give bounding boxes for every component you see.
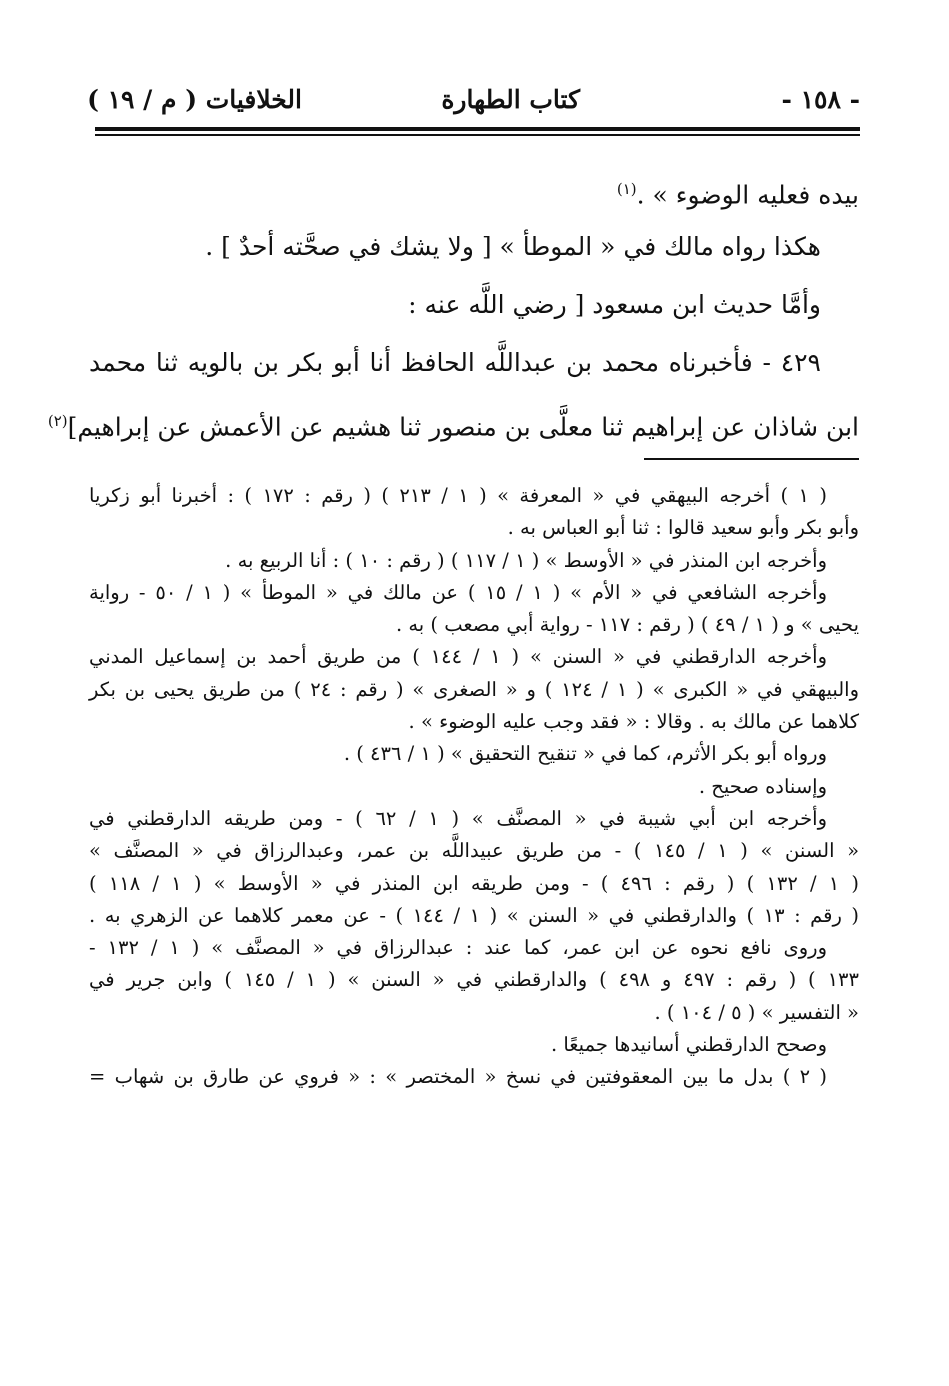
footnote-line-text: وأخرجه ابن المنذر في « الأوسط » ( ١ / ١١٧ ) ( رقم : ١٠ ) : أنا الربيع به . bbox=[225, 548, 827, 572]
book-title: كتاب الطهارة bbox=[441, 85, 580, 114]
footnote-reference[interactable]: (٢) bbox=[47, 412, 68, 430]
main-text-line-text: ابن شاذان عن إبراهيم ثنا معلَّى بن منصور ثنا هشيم عن الأعمش عن إبراهيم] bbox=[67, 412, 859, 442]
footnote-line bbox=[89, 1061, 859, 1093]
footnote-line bbox=[89, 609, 859, 641]
footnote-line-text: وأبو بكر وأبو سعيد قالوا : ثنا أبو العباس به . bbox=[507, 516, 859, 540]
page-number: - ١٥٨ - bbox=[781, 85, 860, 114]
main-text-line-text: هكذا رواه مالك في « الموطأ » [ ولا يشك في صحَّته أحدٌ ] . bbox=[205, 232, 821, 261]
footnote-line-text: ( رقم : ١٣ ) والدارقطني في « السنن » ( ١ / ١٤٤ ) - عن معمر كلاهما عن الزهري به . bbox=[89, 903, 859, 927]
footnote-line-text: « التفسير » ( ٥ / ١٠٤ ) . bbox=[654, 1000, 859, 1024]
footnote-line bbox=[89, 641, 859, 673]
footnote-line-text: وإسناده صحيح . bbox=[698, 774, 827, 798]
section-label: الخلافيات ( م / ١٩ ) bbox=[87, 85, 302, 114]
footnote-line bbox=[89, 900, 859, 932]
header-rule-thin bbox=[95, 134, 860, 136]
footnote-line-text: يحيى » و ( ١ / ٤٩ ) ( رقم : ١١٧ - رواية أبي مصعب ) به . bbox=[395, 613, 859, 637]
main-text-line bbox=[89, 276, 859, 334]
footnote-line bbox=[89, 835, 859, 867]
footnote-line bbox=[89, 771, 859, 803]
footnote-line-text: ( ١ ) أخرجه البيهقي في « المعرفة » ( ١ / ٢١٣ ) ( رقم : ١٧٢ ) : أخبرنا أبو زكريا bbox=[89, 484, 828, 507]
footnote-line-text: وأخرجه الشافعي في « الأم » ( ١ / ١٥ ) عن مالك في « الموطأ » ( ١ / ٥٠ - رواية bbox=[89, 580, 828, 604]
footnote-reference[interactable]: (١) bbox=[616, 180, 637, 198]
footnote-separator bbox=[644, 458, 859, 460]
main-text-line-text: ٤٢٩ - فأخبرناه محمد بن عبداللَّه الحافظ أنا أبو بكر بن بالويه ثنا محمد bbox=[89, 348, 821, 377]
main-text-line bbox=[47, 392, 859, 450]
footnote-line-text: ( ١ / ١٣٢ ) ( رقم : ٤٩٦ ) - ومن طريقه ابن المنذر في « الأوسط » ( ١ / ١١٨ ) bbox=[89, 871, 860, 895]
footnotes bbox=[89, 480, 859, 1094]
footnote-line bbox=[89, 577, 859, 609]
main-text-line bbox=[89, 160, 859, 218]
footnote-line bbox=[89, 545, 859, 577]
footnote-line-text: وصحح الدارقطني أسانيدها جميعًا . bbox=[550, 1033, 827, 1057]
footnote-line-text: « السنن » ( ١ / ١٤٥ ) - من طريق عبيداللَّه بن عمر، وعبدالرزاق في « المصنَّف » bbox=[89, 839, 860, 863]
footnote-line bbox=[89, 706, 859, 738]
footnote-line bbox=[89, 738, 859, 770]
main-text-line-text: بيده فعليه الوضوء » . bbox=[636, 180, 859, 210]
footnote-line-text: والبيهقي في « الكبرى » ( ١ / ١٢٤ ) و « الصغرى » ( رقم : ٢٤ ) من طريق يحيى بن بكر bbox=[89, 677, 860, 701]
footnote-line-text: ١٣٣ ) ( رقم : ٤٩٧ و ٤٩٨ ) والدارقطني في « السنن » ( ١ / ١٤٥ ) وابن جرير في bbox=[89, 968, 859, 992]
footnote-line-text: ( ٢ ) بدل ما بين المعقوفتين في نسخ « المختصر » : « فروي عن طارق بن شهاب = bbox=[89, 1065, 827, 1089]
footnote-line-text: وروى نافع نحوه عن ابن عمر، كما عند : عبدالرزاق في « المصنَّف » ( ١ / ١٣٢ - bbox=[89, 936, 828, 960]
footnote-line bbox=[89, 512, 859, 544]
main-text-line-text: وأمَّا حديث ابن مسعود [ رضي اللَّه عنه : bbox=[408, 290, 821, 319]
footnote-line-text: وأخرجه ابن أبي شيبة في « المصنَّف » ( ١ / ٦٢ ) - ومن طريقه الدارقطني في bbox=[89, 806, 828, 830]
main-text bbox=[47, 160, 859, 450]
footnote-line-text: وأخرجه الدارقطني في « السنن » ( ١ / ١٤٤ ) من طريق أحمد بن إسماعيل المدني bbox=[89, 645, 827, 669]
footnote-line bbox=[89, 964, 859, 996]
page-header bbox=[87, 80, 860, 120]
footnote-line bbox=[89, 674, 859, 706]
footnote-line bbox=[89, 932, 859, 964]
main-text-line bbox=[89, 334, 859, 392]
footnote-line-text: كلاهما عن مالك به . وقالا : « فقد وجب عليه الوضوء » . bbox=[408, 710, 859, 734]
footnote-line bbox=[89, 997, 859, 1029]
footnote-line bbox=[89, 1029, 859, 1061]
footnote-line-text: ورواه أبو بكر الأثرم، كما في « تنقيح التحقيق » ( ١ / ٤٣٦ ) . bbox=[343, 742, 827, 766]
footnote-line bbox=[89, 480, 859, 512]
footnote-line bbox=[89, 868, 859, 900]
footnote-line bbox=[89, 803, 859, 835]
header-rule-thick bbox=[95, 127, 860, 131]
main-text-line bbox=[89, 218, 859, 276]
